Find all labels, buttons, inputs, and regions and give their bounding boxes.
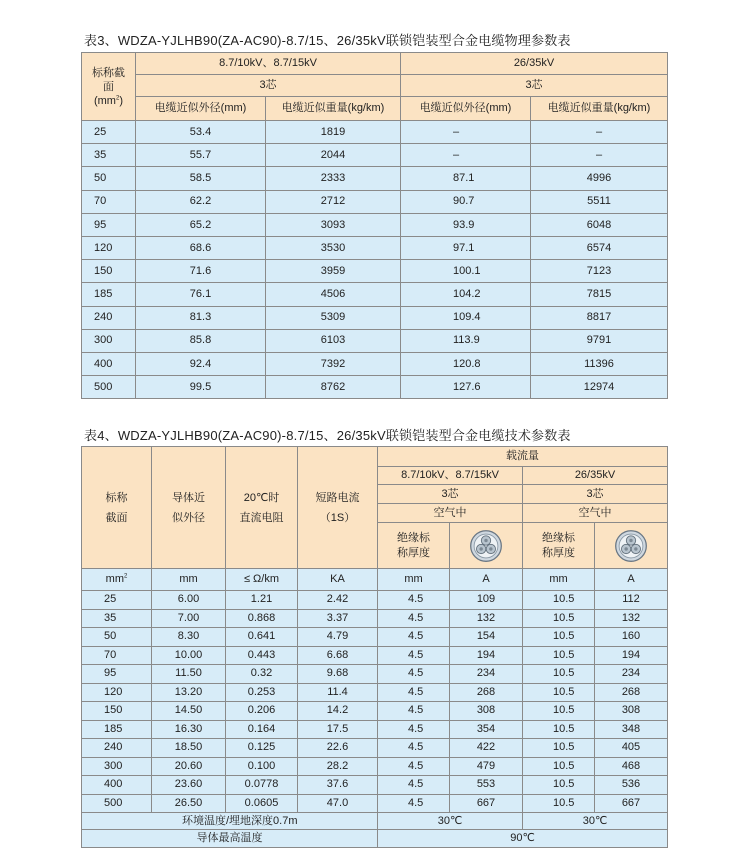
t3-header-wt1: 电缆近似重量(kg/km) bbox=[266, 97, 401, 121]
t4-cell-insulation1: 4.5 bbox=[378, 702, 450, 721]
t4-cell-ampacity1: 553 bbox=[450, 776, 523, 795]
t4-cell-resistance: 0.253 bbox=[226, 683, 298, 702]
t4-cell-short-circuit: 9.68 bbox=[298, 665, 378, 684]
t4-unit-od: mm bbox=[152, 569, 226, 591]
t3-cell-weight2: 5511 bbox=[531, 190, 668, 213]
t4-cell-od: 16.30 bbox=[152, 720, 226, 739]
t4-cell-ampacity1: 354 bbox=[450, 720, 523, 739]
t4-cell-insulation2: 10.5 bbox=[523, 628, 595, 647]
t4-cell-od: 18.50 bbox=[152, 739, 226, 758]
table-row bbox=[82, 591, 668, 610]
t4-cell-resistance: 0.32 bbox=[226, 665, 298, 684]
t4-cell-insulation2: 10.5 bbox=[523, 609, 595, 628]
t4-cell-ampacity2: 468 bbox=[595, 757, 668, 776]
table-row bbox=[82, 236, 668, 259]
t3-cell-section: 500 bbox=[82, 376, 136, 399]
t4-header-cable1 bbox=[450, 523, 523, 569]
t3-cell-od2: 120.8 bbox=[401, 352, 531, 375]
t4-cell-od: 7.00 bbox=[152, 609, 226, 628]
t3-cell-section: 25 bbox=[82, 121, 136, 144]
table3-physical-parameters bbox=[81, 52, 668, 399]
table-row bbox=[82, 329, 668, 352]
t4-cell-ampacity2: 268 bbox=[595, 683, 668, 702]
table4-title: 表4、WDZA-YJLHB90(ZA-AC90)-8.7/15、26/35kV联锁铠装型合金电缆技术参数表 bbox=[84, 428, 571, 443]
t3-cell-section: 185 bbox=[82, 283, 136, 306]
t3-cell-od1: 85.8 bbox=[136, 329, 266, 352]
t4-header-group2: 26/35kV bbox=[523, 467, 668, 485]
t4-cell-resistance: 0.443 bbox=[226, 646, 298, 665]
t3-cell-weight1: 4506 bbox=[266, 283, 401, 306]
t4-cell-short-circuit: 2.42 bbox=[298, 591, 378, 610]
table-row bbox=[82, 683, 668, 702]
t4-cell-ampacity2: 234 bbox=[595, 665, 668, 684]
table-row bbox=[82, 306, 668, 329]
t3-cell-od1: 76.1 bbox=[136, 283, 266, 306]
t4-cell-resistance: 0.125 bbox=[226, 739, 298, 758]
t3-cell-weight1: 3093 bbox=[266, 213, 401, 236]
t3-cell-od2: – bbox=[401, 121, 531, 144]
table-row bbox=[82, 720, 668, 739]
t4-cell-insulation1: 4.5 bbox=[378, 757, 450, 776]
t3-cell-od1: 81.3 bbox=[136, 306, 266, 329]
t4-cell-ampacity1: 234 bbox=[450, 665, 523, 684]
t4-cell-ampacity2: 160 bbox=[595, 628, 668, 647]
t3-cell-section: 400 bbox=[82, 352, 136, 375]
t3-header-od1: 电缆近似外径(mm) bbox=[136, 97, 266, 121]
t4-cell-insulation2: 10.5 bbox=[523, 665, 595, 684]
t4-header-cable2 bbox=[595, 523, 668, 569]
table-row bbox=[82, 190, 668, 213]
t3-header-core2: 3芯 bbox=[401, 75, 668, 97]
t4-cell-section: 185 bbox=[82, 720, 152, 739]
t4-cell-insulation1: 4.5 bbox=[378, 776, 450, 795]
t3-cell-weight1: 5309 bbox=[266, 306, 401, 329]
table4-technical-parameters bbox=[81, 446, 668, 848]
t4-cell-resistance: 0.164 bbox=[226, 720, 298, 739]
t4-cell-resistance: 0.100 bbox=[226, 757, 298, 776]
t4-cell-short-circuit: 6.68 bbox=[298, 646, 378, 665]
t4-cell-insulation2: 10.5 bbox=[523, 794, 595, 813]
t4-cell-resistance: 0.0778 bbox=[226, 776, 298, 795]
t4-cell-insulation1: 4.5 bbox=[378, 609, 450, 628]
table-row bbox=[82, 628, 668, 647]
t4-cell-resistance: 0.206 bbox=[226, 702, 298, 721]
t4-cell-ampacity2: 667 bbox=[595, 794, 668, 813]
t4-cell-short-circuit: 3.37 bbox=[298, 609, 378, 628]
t3-cell-weight2: 6048 bbox=[531, 213, 668, 236]
t4-cell-insulation1: 4.5 bbox=[378, 794, 450, 813]
t4-cell-resistance: 0.641 bbox=[226, 628, 298, 647]
t3-cell-od2: 93.9 bbox=[401, 213, 531, 236]
t3-cell-od2: 90.7 bbox=[401, 190, 531, 213]
t3-cell-od1: 55.7 bbox=[136, 144, 266, 167]
t4-cell-od: 13.20 bbox=[152, 683, 226, 702]
t3-header-wt2: 电缆近似重量(kg/km) bbox=[531, 97, 668, 121]
t4-cell-ampacity2: 132 bbox=[595, 609, 668, 628]
t3-cell-weight1: 6103 bbox=[266, 329, 401, 352]
table-row bbox=[82, 260, 668, 283]
table-row bbox=[82, 283, 668, 306]
t4-cell-insulation2: 10.5 bbox=[523, 683, 595, 702]
t3-header-group1: 8.7/10kV、8.7/15kV bbox=[136, 53, 401, 75]
t4-header-air1: 空气中 bbox=[378, 504, 523, 523]
t4-cell-section: 150 bbox=[82, 702, 152, 721]
t4-header-section: 标称 截面 bbox=[82, 447, 152, 569]
t4-cell-od: 23.60 bbox=[152, 776, 226, 795]
t3-header-core1: 3芯 bbox=[136, 75, 401, 97]
t4-cell-ampacity1: 667 bbox=[450, 794, 523, 813]
t4-cell-short-circuit: 11.4 bbox=[298, 683, 378, 702]
t4-cell-section: 50 bbox=[82, 628, 152, 647]
t4-footer-ambient-val2: 30℃ bbox=[523, 813, 668, 830]
t4-cell-ampacity1: 132 bbox=[450, 609, 523, 628]
t3-cell-od1: 65.2 bbox=[136, 213, 266, 236]
t4-cell-insulation1: 4.5 bbox=[378, 646, 450, 665]
t4-cell-ampacity2: 194 bbox=[595, 646, 668, 665]
t4-cell-section: 240 bbox=[82, 739, 152, 758]
table3-title: 表3、WDZA-YJLHB90(ZA-AC90)-8.7/15、26/35kV联锁铠装型合金电缆物理参数表 bbox=[84, 33, 571, 48]
t4-cell-ampacity2: 536 bbox=[595, 776, 668, 795]
t4-header-core1: 3芯 bbox=[378, 485, 523, 504]
t3-header-od2: 电缆近似外径(mm) bbox=[401, 97, 531, 121]
t4-cell-section: 300 bbox=[82, 757, 152, 776]
t4-header-od: 导体近 似外径 bbox=[152, 447, 226, 569]
t3-cell-weight1: 3530 bbox=[266, 236, 401, 259]
t3-cell-weight2: 8817 bbox=[531, 306, 668, 329]
t3-cell-section: 240 bbox=[82, 306, 136, 329]
t4-cell-ampacity2: 348 bbox=[595, 720, 668, 739]
t4-unit-res: ≤ Ω/km bbox=[226, 569, 298, 591]
t4-cell-od: 20.60 bbox=[152, 757, 226, 776]
t3-cell-od1: 68.6 bbox=[136, 236, 266, 259]
t3-cell-section: 150 bbox=[82, 260, 136, 283]
t4-unit-sc: KA bbox=[298, 569, 378, 591]
t4-cell-section: 35 bbox=[82, 609, 152, 628]
table-row bbox=[82, 702, 668, 721]
t3-cell-od1: 58.5 bbox=[136, 167, 266, 190]
t3-cell-weight1: 3959 bbox=[266, 260, 401, 283]
t4-cell-short-circuit: 4.79 bbox=[298, 628, 378, 647]
t4-cell-ampacity1: 154 bbox=[450, 628, 523, 647]
t4-footer-ambient-label: 环境温度/埋地深度0.7m bbox=[82, 813, 378, 830]
t3-cell-od1: 53.4 bbox=[136, 121, 266, 144]
t4-cell-insulation1: 4.5 bbox=[378, 628, 450, 647]
t4-unit-section: $mm^2$ bbox=[82, 569, 152, 591]
t3-cell-weight2: 7815 bbox=[531, 283, 668, 306]
t4-cell-ampacity1: 308 bbox=[450, 702, 523, 721]
t3-cell-section: 35 bbox=[82, 144, 136, 167]
t4-cell-section: 500 bbox=[82, 794, 152, 813]
t3-cell-od1: 62.2 bbox=[136, 190, 266, 213]
t4-cell-short-circuit: 28.2 bbox=[298, 757, 378, 776]
t4-footer-max-temp-label: 导体最高温度 bbox=[82, 830, 378, 848]
t4-cell-insulation2: 10.5 bbox=[523, 776, 595, 795]
table-row bbox=[82, 757, 668, 776]
t3-cell-weight1: 2044 bbox=[266, 144, 401, 167]
t4-cell-od: 6.00 bbox=[152, 591, 226, 610]
t4-cell-section: 25 bbox=[82, 591, 152, 610]
t3-cell-weight2: – bbox=[531, 121, 668, 144]
t3-cell-od2: 113.9 bbox=[401, 329, 531, 352]
t4-header-short-circuit: 短路电流 （1S） bbox=[298, 447, 378, 569]
table-row bbox=[82, 794, 668, 813]
t4-cell-insulation2: 10.5 bbox=[523, 757, 595, 776]
t4-header-air2: 空气中 bbox=[523, 504, 668, 523]
t3-cell-weight2: 7123 bbox=[531, 260, 668, 283]
table-row bbox=[82, 646, 668, 665]
t4-cell-insulation1: 4.5 bbox=[378, 591, 450, 610]
t4-cell-ampacity1: 479 bbox=[450, 757, 523, 776]
t4-cell-ampacity2: 405 bbox=[595, 739, 668, 758]
t4-cell-resistance: 0.0605 bbox=[226, 794, 298, 813]
t4-cell-od: 8.30 bbox=[152, 628, 226, 647]
t4-unit-ins1: mm bbox=[378, 569, 450, 591]
t3-cell-od2: 127.6 bbox=[401, 376, 531, 399]
t4-header-resistance: 20℃时 直流电阻 bbox=[226, 447, 298, 569]
t3-cell-weight2: 6574 bbox=[531, 236, 668, 259]
t4-header-group1: 8.7/10kV、8.7/15kV bbox=[378, 467, 523, 485]
table-row bbox=[82, 352, 668, 375]
t4-cell-ampacity1: 422 bbox=[450, 739, 523, 758]
t4-cell-section: 400 bbox=[82, 776, 152, 795]
t3-cell-section: 120 bbox=[82, 236, 136, 259]
t4-cell-od: 14.50 bbox=[152, 702, 226, 721]
t4-cell-section: 70 bbox=[82, 646, 152, 665]
t3-cell-weight1: 7392 bbox=[266, 352, 401, 375]
t4-cell-section: 95 bbox=[82, 665, 152, 684]
t3-cell-weight2: 9791 bbox=[531, 329, 668, 352]
t4-unit-ins2: mm bbox=[523, 569, 595, 591]
t3-cell-section: 95 bbox=[82, 213, 136, 236]
three-core-cable-icon bbox=[614, 529, 648, 563]
t3-cell-weight1: 2333 bbox=[266, 167, 401, 190]
t4-cell-section: 120 bbox=[82, 683, 152, 702]
t3-cell-od1: 71.6 bbox=[136, 260, 266, 283]
table-row bbox=[82, 121, 668, 144]
t3-cell-section: 50 bbox=[82, 167, 136, 190]
t4-footer-max-temp-val: 90℃ bbox=[378, 830, 668, 848]
t3-cell-section: 300 bbox=[82, 329, 136, 352]
t4-unit-amp2: A bbox=[595, 569, 668, 591]
t4-cell-insulation1: 4.5 bbox=[378, 683, 450, 702]
t3-cell-od2: – bbox=[401, 144, 531, 167]
t4-cell-short-circuit: 47.0 bbox=[298, 794, 378, 813]
t3-cell-weight2: 12974 bbox=[531, 376, 668, 399]
t3-cell-section: 70 bbox=[82, 190, 136, 213]
t4-header-insulation1: 绝缘标 称厚度 bbox=[378, 523, 450, 569]
t4-header-core2: 3芯 bbox=[523, 485, 668, 504]
table-row bbox=[82, 776, 668, 795]
t3-cell-od1: 99.5 bbox=[136, 376, 266, 399]
t4-cell-ampacity1: 109 bbox=[450, 591, 523, 610]
t4-header-ampacity: 载流量 bbox=[378, 447, 668, 467]
t3-cell-weight1: 8762 bbox=[266, 376, 401, 399]
t4-cell-resistance: 1.21 bbox=[226, 591, 298, 610]
t4-cell-ampacity1: 268 bbox=[450, 683, 523, 702]
t4-cell-short-circuit: 17.5 bbox=[298, 720, 378, 739]
t3-header-section: 标称截面 $(mm^2)$ bbox=[82, 53, 136, 121]
table-row bbox=[82, 665, 668, 684]
t4-cell-insulation1: 4.5 bbox=[378, 720, 450, 739]
t3-cell-weight2: 4996 bbox=[531, 167, 668, 190]
t3-cell-od2: 100.1 bbox=[401, 260, 531, 283]
t3-cell-od1: 92.4 bbox=[136, 352, 266, 375]
table-row bbox=[82, 739, 668, 758]
table-row bbox=[82, 167, 668, 190]
t3-cell-weight1: 2712 bbox=[266, 190, 401, 213]
t4-header-insulation2: 绝缘标 称厚度 bbox=[523, 523, 595, 569]
t4-cell-insulation1: 4.5 bbox=[378, 739, 450, 758]
t4-cell-short-circuit: 14.2 bbox=[298, 702, 378, 721]
t3-cell-weight2: 11396 bbox=[531, 352, 668, 375]
t4-cell-od: 10.00 bbox=[152, 646, 226, 665]
t3-cell-od2: 97.1 bbox=[401, 236, 531, 259]
t4-cell-od: 11.50 bbox=[152, 665, 226, 684]
t3-cell-weight1: 1819 bbox=[266, 121, 401, 144]
t3-cell-od2: 104.2 bbox=[401, 283, 531, 306]
t4-cell-insulation1: 4.5 bbox=[378, 665, 450, 684]
t4-cell-ampacity1: 194 bbox=[450, 646, 523, 665]
table-row bbox=[82, 376, 668, 399]
t3-header-group2: 26/35kV bbox=[401, 53, 668, 75]
t4-unit-amp1: A bbox=[450, 569, 523, 591]
t4-cell-insulation2: 10.5 bbox=[523, 739, 595, 758]
t4-cell-insulation2: 10.5 bbox=[523, 720, 595, 739]
t4-cell-insulation2: 10.5 bbox=[523, 702, 595, 721]
t4-cell-ampacity2: 308 bbox=[595, 702, 668, 721]
t3-cell-weight2: – bbox=[531, 144, 668, 167]
table-row bbox=[82, 144, 668, 167]
t4-cell-insulation2: 10.5 bbox=[523, 591, 595, 610]
t4-footer-ambient-val1: 30℃ bbox=[378, 813, 523, 830]
table-row bbox=[82, 213, 668, 236]
t4-cell-short-circuit: 37.6 bbox=[298, 776, 378, 795]
table-row bbox=[82, 609, 668, 628]
t4-cell-ampacity2: 112 bbox=[595, 591, 668, 610]
t4-cell-insulation2: 10.5 bbox=[523, 646, 595, 665]
t3-cell-od2: 109.4 bbox=[401, 306, 531, 329]
t4-cell-od: 26.50 bbox=[152, 794, 226, 813]
three-core-cable-icon bbox=[469, 529, 503, 563]
t3-cell-od2: 87.1 bbox=[401, 167, 531, 190]
t4-cell-short-circuit: 22.6 bbox=[298, 739, 378, 758]
t4-cell-resistance: 0.868 bbox=[226, 609, 298, 628]
